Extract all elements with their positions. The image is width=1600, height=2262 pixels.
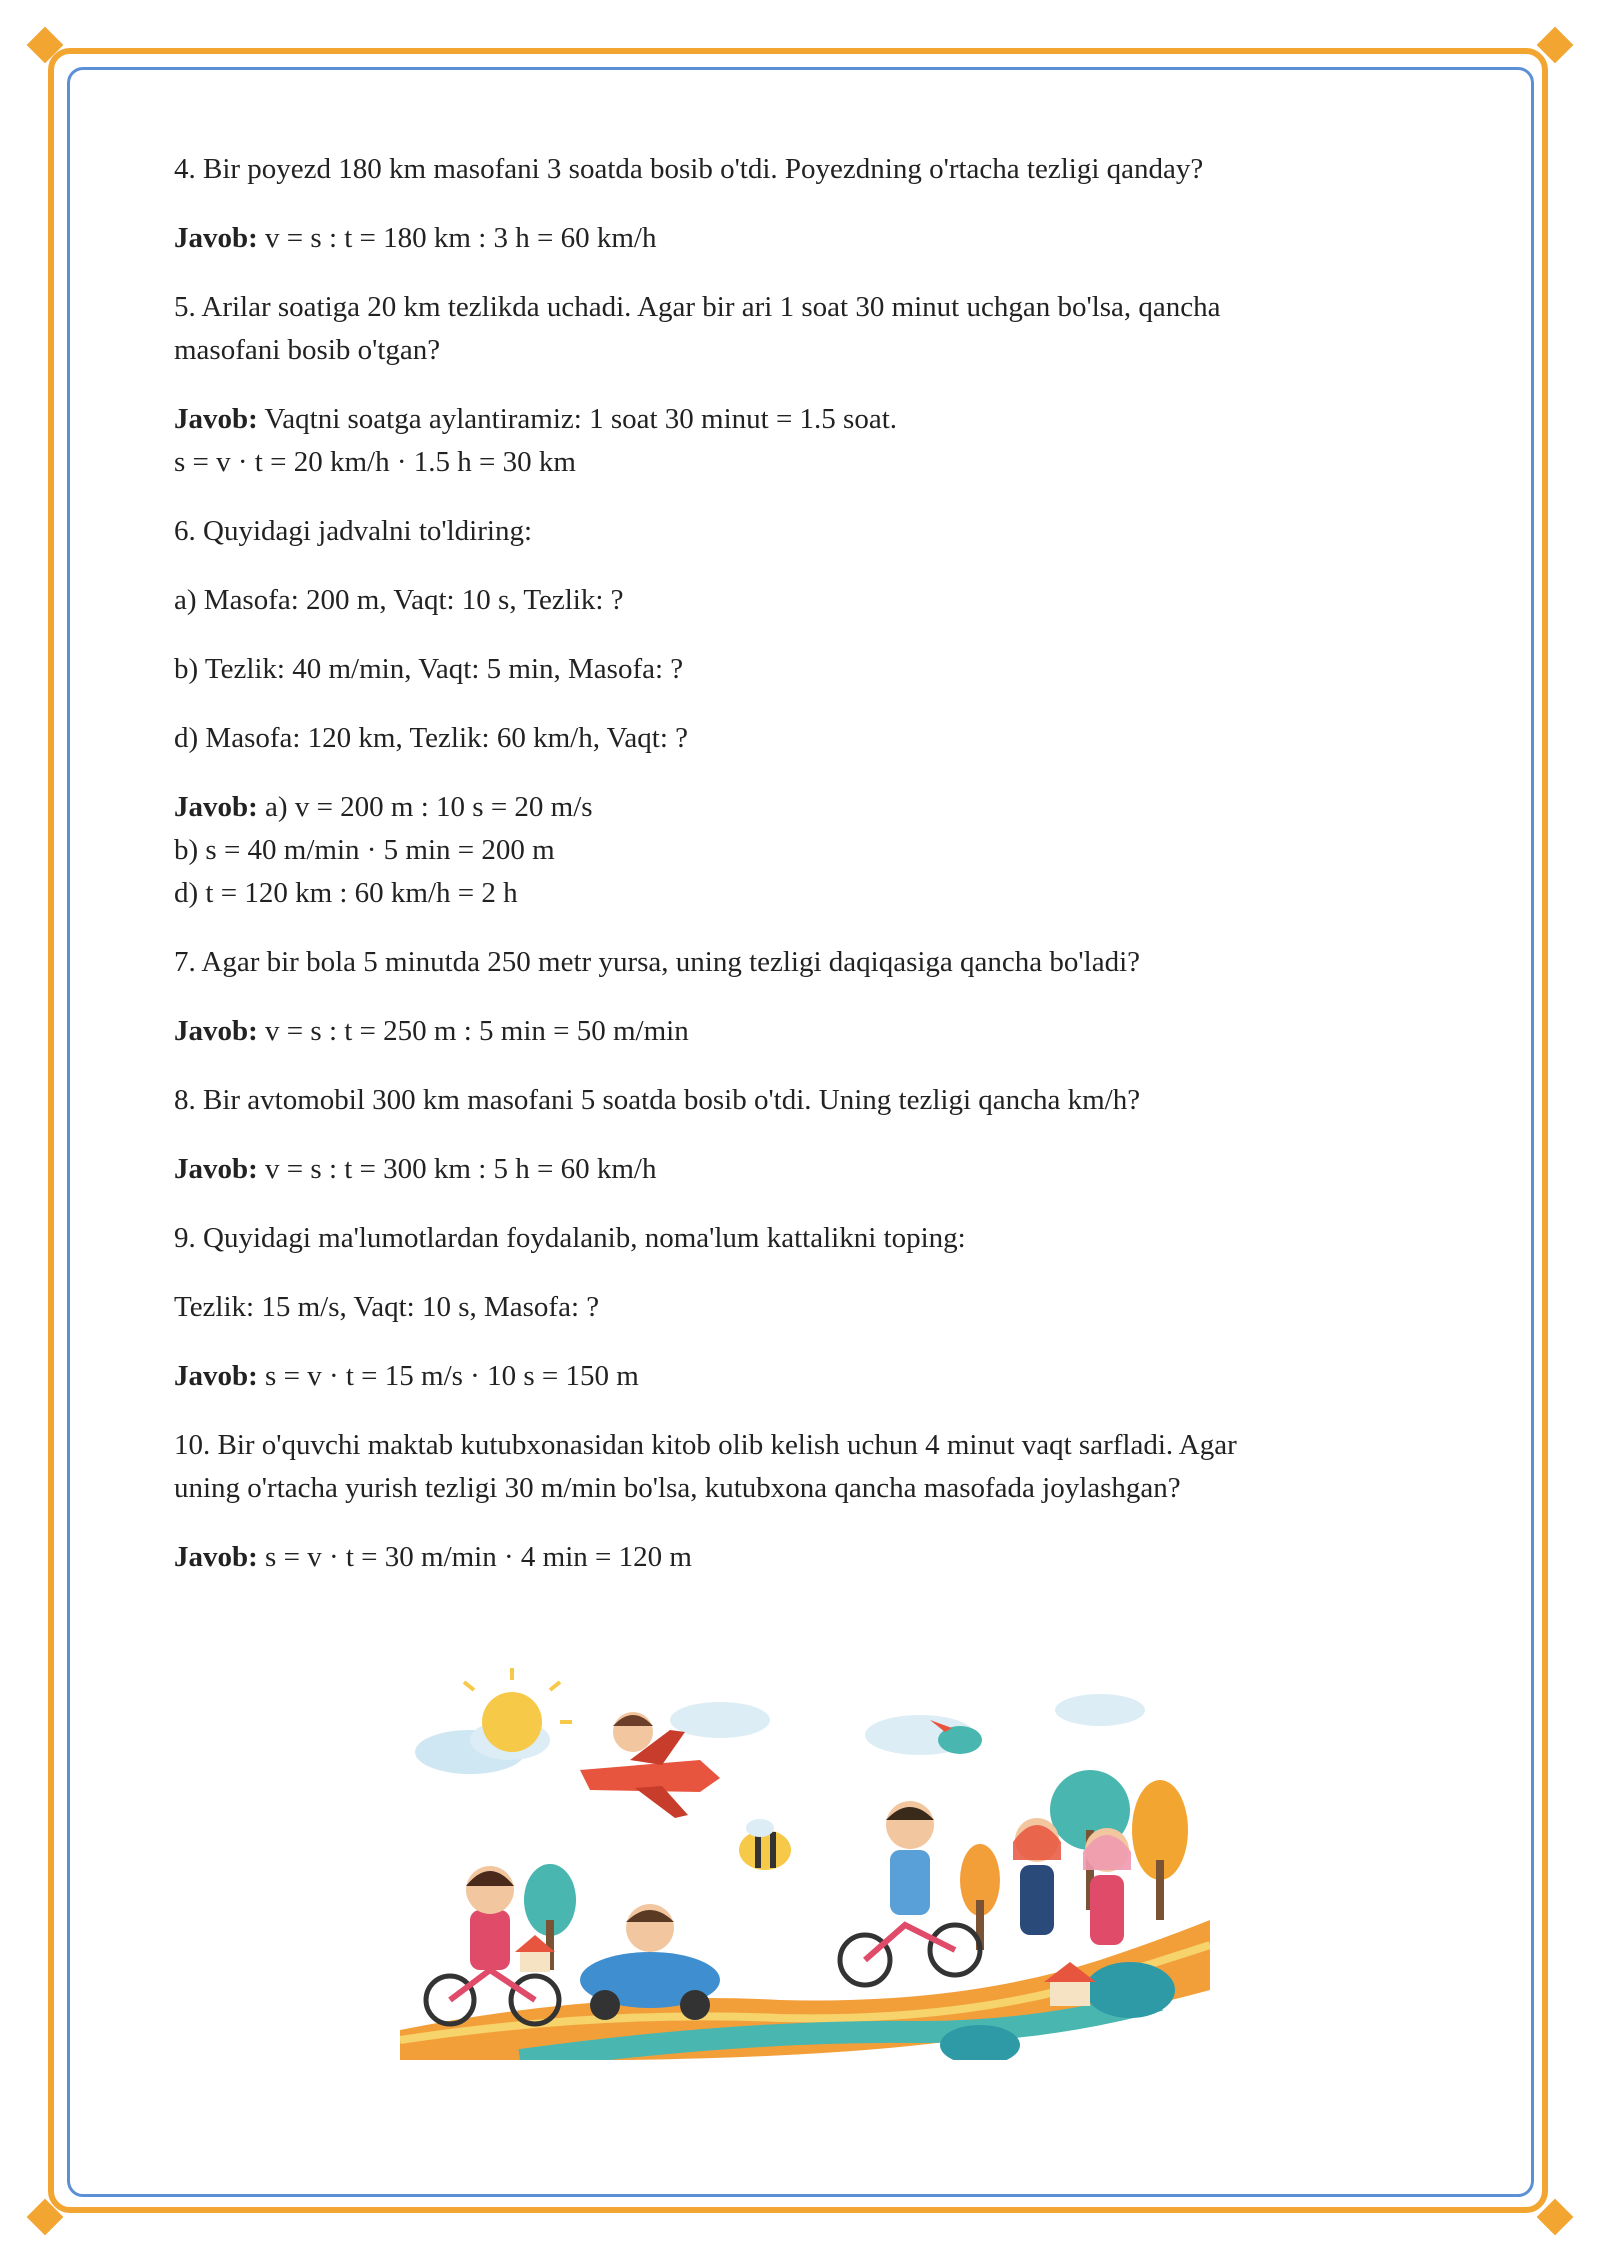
question-7: [174, 941, 1404, 984]
answer-8: [174, 1148, 1404, 1191]
text-line: v = s : t = 300 km : 5 h = 60 km/h: [265, 1153, 657, 1185]
text-line: a) Masofa: 200 m, Vaqt: 10 s, Tezlik: ?: [174, 584, 624, 616]
text-line: 10. Bir o'quvchi maktab kutubxonasidan kitob olib kelish uchun 4 minut vaqt sarfladi. Agar: [174, 1429, 1237, 1461]
text-line: 4. Bir poyezd 180 km masofani 3 soatda bosib o'tdi. Poyezdning o'rtacha tezligi qanday?: [174, 153, 1204, 185]
text-line: 6. Quyidagi jadvalni to'ldiring:: [174, 515, 533, 547]
question-6a: [174, 579, 1404, 622]
answer-7: [174, 1010, 1404, 1053]
question-6b: [174, 648, 1404, 691]
worksheet-content: [174, 148, 1404, 1605]
question-6d: [174, 717, 1404, 760]
question-5: [174, 286, 1404, 372]
answer-label: Javob:: [174, 791, 258, 823]
answer-label: Javob:: [174, 1015, 258, 1047]
text-line: 8. Bir avtomobil 300 km masofani 5 soatda bosib o'tdi. Uning tezligi qancha km/h?: [174, 1084, 1141, 1116]
text-line: Tezlik: 15 m/s, Vaqt: 10 s, Masofa: ?: [174, 1291, 600, 1323]
text-line: v = s : t = 250 m : 5 min = 50 m/min: [265, 1015, 689, 1047]
question-9: [174, 1217, 1404, 1260]
answer-10: [174, 1536, 1404, 1579]
children-travel-illustration-icon: [400, 1660, 1210, 2060]
text-line: 9. Quyidagi ma'lumotlardan foydalanib, noma'lum kattalikni toping:: [174, 1222, 966, 1254]
question-6: [174, 510, 1404, 553]
answer-label: Javob:: [174, 1360, 258, 1392]
question-10: [174, 1424, 1404, 1510]
text-line: s = v · t = 15 m/s · 10 s = 150 m: [265, 1360, 639, 1392]
text-line: 7. Agar bir bola 5 minutda 250 metr yursa, uning tezligi daqiqasiga qancha bo'ladi?: [174, 946, 1141, 978]
text-line: uning o'rtacha yurish tezligi 30 m/min bo'lsa, kutubxona qancha masofada joylashgan?: [174, 1472, 1181, 1504]
text-line: b) Tezlik: 40 m/min, Vaqt: 5 min, Masofa: ?: [174, 653, 684, 685]
text-line: Vaqtni soatga aylantiramiz: 1 soat 30 minut = 1.5 soat.: [264, 403, 898, 435]
text-line: a) v = 200 m : 10 s = 20 m/s: [265, 791, 593, 823]
answer-9: [174, 1355, 1404, 1398]
text-line: 5. Arilar soatiga 20 km tezlikda uchadi. Agar bir ari 1 soat 30 minut uchgan bo'lsa, qancha: [174, 291, 1221, 323]
text-line: d) Masofa: 120 km, Tezlik: 60 km/h, Vaqt: ?: [174, 722, 688, 754]
question-4: [174, 148, 1404, 191]
question-8: [174, 1079, 1404, 1122]
answer-6: [174, 786, 1404, 915]
answer-4: [174, 217, 1404, 260]
text-line: v = s : t = 180 km : 3 h = 60 km/h: [265, 222, 657, 254]
text-line: d) t = 120 km : 60 km/h = 2 h: [174, 877, 518, 909]
answer-label: Javob:: [174, 222, 258, 254]
answer-5: [174, 398, 1404, 484]
text-line: s = v · t = 20 km/h · 1.5 h = 30 km: [174, 446, 576, 478]
question-9-data: [174, 1286, 1404, 1329]
text-line: b) s = 40 m/min · 5 min = 200 m: [174, 834, 555, 866]
answer-label: Javob:: [174, 1153, 258, 1185]
text-line: s = v · t = 30 m/min · 4 min = 120 m: [265, 1541, 692, 1573]
answer-label: Javob:: [174, 1541, 258, 1573]
text-line: masofani bosib o'tgan?: [174, 334, 441, 366]
answer-label: Javob:: [174, 403, 258, 435]
